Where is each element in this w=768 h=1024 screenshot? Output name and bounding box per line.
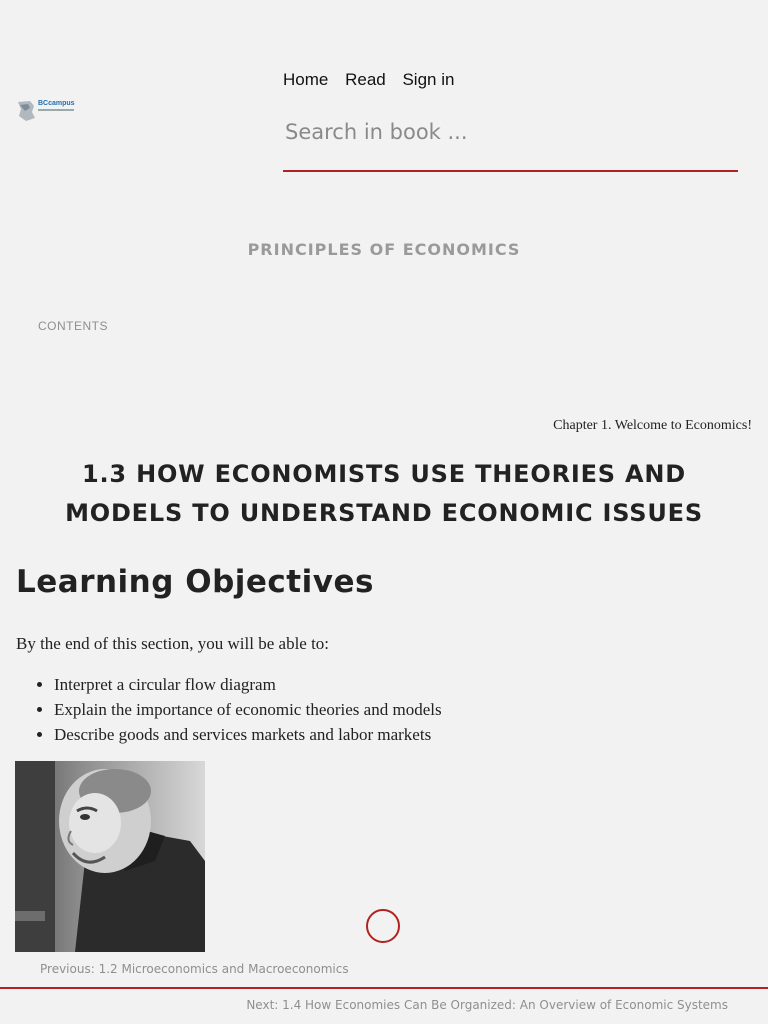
portrait-photo	[15, 761, 205, 952]
contents-toggle[interactable]: CONTENTS	[38, 319, 108, 333]
top-nav	[283, 70, 466, 90]
logo-tagline	[38, 109, 74, 111]
search-box	[283, 112, 738, 172]
nav-sign-in-link[interactable]: Sign in	[402, 70, 455, 89]
nav-home-link[interactable]: Home	[283, 70, 329, 89]
learning-objectives-intro: By the end of this section, you will be able to:	[16, 634, 330, 653]
page-title: 1.3 HOW ECONOMISTS USE THEORIES AND MODELS TO UNDERSTAND ECONOMIC ISSUES	[65, 460, 703, 527]
learning-objectives-list	[16, 672, 442, 747]
list-item: • Interpret a circular flow diagram	[54, 672, 442, 697]
search-input[interactable]	[283, 112, 742, 152]
chapter-label: Chapter 1. Welcome to Economics!	[553, 418, 752, 433]
list-item: • Explain the importance of economic theories and models	[54, 697, 442, 722]
nav-read-link[interactable]: Read	[345, 70, 386, 89]
learning-objectives-heading: Learning Objectives	[16, 564, 374, 600]
logo-text: BCcampus	[38, 100, 75, 107]
bccampus-logo[interactable]	[16, 100, 76, 122]
footer-divider	[0, 987, 768, 989]
book-title[interactable]: PRINCIPLES OF ECONOMICS	[247, 240, 521, 259]
previous-page-link[interactable]: Previous: 1.2 Microeconomics and Macroeconomics	[40, 962, 349, 976]
next-page-link[interactable]: Next: 1.4 How Economies Can Be Organized: An Overview of Economic Systems	[246, 998, 728, 1012]
logo-map-icon	[16, 100, 36, 122]
list-item: • Describe goods and services markets and labor markets	[54, 722, 442, 747]
toc-button[interactable]	[366, 909, 400, 943]
portrait-image	[15, 761, 205, 952]
